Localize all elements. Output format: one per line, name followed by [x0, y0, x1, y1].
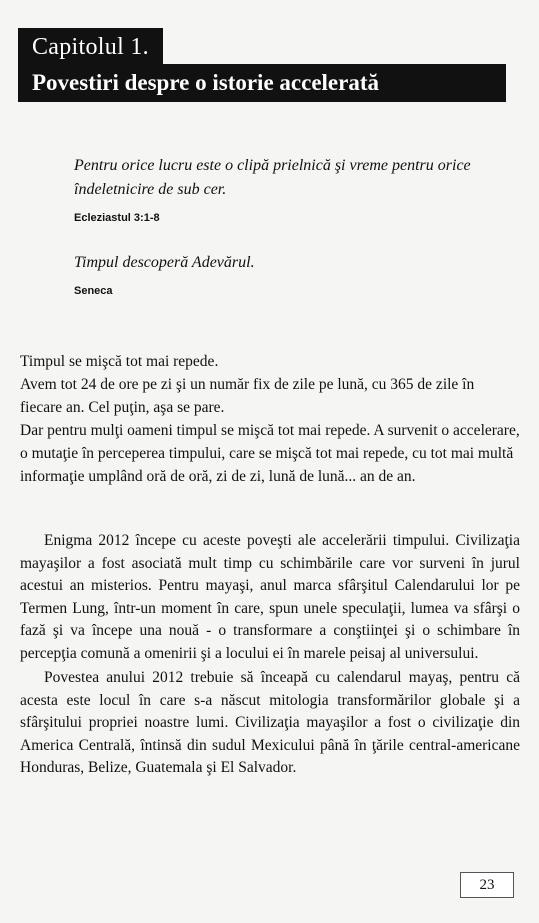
chapter-title: Povestiri despre o istorie accelerată: [18, 64, 506, 102]
paragraph: Povestea anului 2012 trebuie să înceapă cu calendarul mayaş, pentru că acesta este locul în care s-a născut mitologia transformărilor globale şi a sfârşitului propriei noastre lumi. Civilizaţia mayaşilor a fost o civilizaţie din America Centrală, întinsă din sudul Mexicului până în ţările central-americane Honduras, Belize, Guatemala şi El Salvador.: [20, 669, 520, 776]
intro-line: Dar pentru mulţi oameni timpul se mişcă tot mai repede. A survenit o accelerare, o mutaţie în perceperea timpului, care se mişcă tot mai repede, cu tot mai multă informaţie umplând oră de oră, zi de zi, lună de lună... an de an.: [20, 422, 520, 485]
chapter-label: Capitolul 1.: [18, 28, 163, 68]
chapter-header: [0, 0, 539, 120]
epigraph-source: Ecleziastul 3:1-8: [74, 212, 160, 224]
epigraph: [74, 251, 514, 297]
paragraph: Enigma 2012 începe cu aceste poveşti ale accelerării timpului. Civilizaţia mayaşilor a fost asociată mult timp cu schimbările care vor surveni în jurul acestui an misterios. Pentru mayaşi, anul marca sfârşitul Calendarului lor pe Termen Lung, într-un moment în care, spun unele speculaţii, lumea va sfârşi o fază şi va începe una nouă - o transformare a conştiinţei şi o schimbare în percepţia comună a omenirii şi a locului ei în marele peisaj al universului.: [20, 532, 520, 662]
epigraph-quote: Timpul descoperă Adevărul.: [74, 254, 255, 271]
intro-line: Avem tot 24 de ore pe zi şi un număr fix de zile pe lună, cu 365 de zile în fiecare an. Cel puţin, aşa se pare.: [20, 376, 475, 416]
page-number: 23: [460, 872, 514, 898]
intro-line: Timpul se mişcă tot mai repede.: [20, 353, 219, 370]
epigraph: [74, 154, 514, 224]
epigraph-source: Seneca: [74, 285, 113, 297]
epigraph-quote: Pentru orice lucru este o clipă prielnică şi vreme pentru orice îndeletnicire de sub cer.: [74, 157, 471, 198]
body-text: [20, 530, 520, 782]
intro-block: [20, 350, 520, 488]
